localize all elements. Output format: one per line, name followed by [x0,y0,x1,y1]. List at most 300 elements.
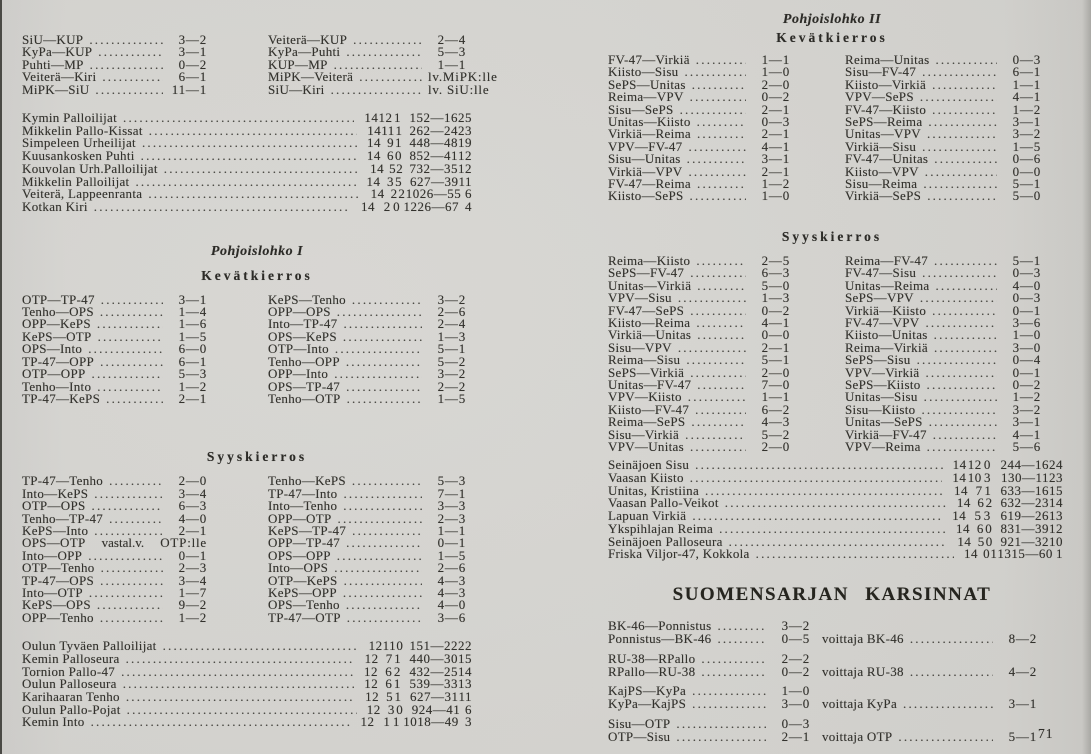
goal-difference: 21—32 [1007,533,1049,549]
draws: 1 [393,110,401,126]
match-score: 7—1 [437,485,466,501]
match-score: 3—2 [1012,126,1041,142]
points: 14 [458,663,472,679]
team-pair: Sisu—Kiisto [845,401,916,417]
points: 24 [1048,457,1063,473]
team-pair: Veiterä—KUP [268,32,348,47]
winner-label: voittaja OTP [822,728,893,744]
qualifier-winner [822,730,1037,743]
dot-leader [121,666,354,679]
dot-leader [696,255,746,267]
match-score: 4—1 [1012,89,1041,105]
dot-leader [717,619,766,632]
team-pair: Kiisto—Virkiä [845,76,927,92]
match-score: 0—5 [781,631,810,646]
dot-leader [910,632,993,645]
team-pair: TP-47—Tenho [22,473,104,489]
draws: 1 [984,482,992,498]
results-column-left [22,475,207,624]
team-pair: Kiisto—FV-47 [608,401,690,417]
games-played: 14 [956,520,971,536]
team-pair: KePS—OPS [22,597,91,613]
goal-difference: 39—33 [416,676,458,692]
match-score: 5—0 [761,277,790,293]
match-score: 1—3 [437,328,466,344]
dot-leader [932,305,997,317]
goal-difference: 44—16 [1007,457,1049,473]
dot-leader [688,391,746,403]
match-score: 6—2 [761,401,790,417]
dot-leader [344,575,422,587]
dot-leader [922,66,997,78]
dot-leader [89,587,163,599]
losses: 5 [409,676,417,692]
dot-leader: vastal.v. [101,537,145,550]
match-score: 4—1 [1012,426,1041,442]
dot-leader [690,472,942,485]
match-score: 0—3 [1012,265,1041,281]
section-title-pohjoislohko-1: Pohjoislohko I [210,243,304,259]
match-score: 6—1 [1012,64,1041,80]
points: 10 [1049,533,1063,549]
match-score: 2—4 [437,316,466,332]
dot-leader [123,112,354,125]
losses: 10 [405,186,420,202]
team-name: Simpeleen Urheilijat [22,135,136,151]
match-score: 1—3 [761,290,790,306]
team-pair: OPS—TP-47 [268,378,341,394]
match-score: 0—1 [178,547,207,563]
losses: 2 [409,122,417,138]
dot-leader [697,178,746,190]
games-played: 14 [957,533,972,549]
losses: 10 [403,714,418,730]
dot-leader [100,356,163,368]
team-name: Tornion Pallo-47 [22,663,116,679]
draws: 5 [395,173,403,189]
standings-table-pohjoislohko-1 [22,640,472,729]
team-name: Unitas, Kristiina [608,482,700,498]
dot-leader [910,665,993,678]
match-score: 3—6 [437,609,466,625]
wins: 7 [975,482,983,498]
team-pair: FV-47—Unitas [845,151,929,167]
qualifier-group [608,684,1056,710]
games-played: 14 [366,135,381,151]
match-score: 5—2 [437,353,466,369]
games-played: 14 [361,198,376,214]
team-pair: VPV—Unitas [608,438,684,454]
results-block-kevatkierros-1 [22,291,492,406]
wins: 3 [387,701,395,717]
qualifiers-block [608,619,1056,743]
points: 25 [458,110,472,126]
match-score: 6—1 [178,353,207,369]
team-pair: Veiterä—Kiri [22,69,97,85]
goal-difference: 33—16 [1007,482,1049,498]
match-score: 3—1 [178,291,207,307]
match-score: 2—1 [761,126,790,142]
dot-leader [696,317,746,329]
team-pair: Reima—VPV [608,89,684,105]
match-score: 5—6 [1012,438,1041,454]
match-score: 0—0 [1012,163,1041,179]
match-row [608,665,810,678]
team-pair: KajPS—KyPa [608,683,687,698]
dot-leader [935,280,997,292]
team-pair: Kiisto—SePS [608,188,684,204]
points: 4 [465,198,473,214]
team-pair: SiU—KUP [22,32,84,47]
dot-leader [925,367,997,379]
dot-leader [338,513,422,525]
dot-leader [343,331,422,343]
games-played: 14 [370,160,385,176]
dot-leader [934,329,997,341]
team-pair: Unitas—Reima [845,277,930,293]
dot-leader [141,150,357,163]
match-score: 1—5 [1012,138,1041,154]
wins: 6 [977,495,985,511]
match-score: 1—4 [178,304,207,320]
losses: 1 [409,638,417,654]
match-score: 3—4 [178,572,207,588]
dot-leader [927,128,997,140]
points: 22 [458,638,472,654]
team-pair: RPallo—RU-38 [608,663,696,679]
dot-leader [690,441,746,453]
dot-leader [100,612,163,624]
match-score: 0—6 [1012,151,1041,167]
page-left-edge-shadow [0,0,2,754]
qualifier-group [608,717,1056,743]
match-score: 2—2 [437,378,466,394]
draws: 1 [394,650,402,666]
dot-leader [149,125,358,138]
match-score: 2—1 [761,101,790,117]
match-score: 3—4 [178,485,207,501]
match-row [22,390,207,406]
points: 23 [458,122,472,138]
dot-leader [101,294,163,306]
team-pair: Puhti—MP [22,56,84,72]
dot-leader [678,292,746,304]
page-right [608,12,1063,749]
wins: 6 [387,148,395,164]
team-pair: SePS—Unitas [608,76,686,92]
dot-leader [697,116,746,128]
qualifier-group [608,619,1056,645]
match-score: 5—0 [1012,188,1041,204]
match-score: 3—2 [437,366,466,382]
draws: 0 [396,701,404,717]
games-played: 12 [364,650,379,666]
team-pair: SiU—Kiri [268,81,325,97]
team-pair: OPP—OPS [268,304,331,320]
team-pair: OPS—OPP [268,547,331,563]
losses: 6 [1000,508,1008,524]
games-played: 14 [366,148,381,164]
points: 13 [458,676,472,692]
qualifier-matches [608,684,810,710]
points: 12 [458,148,473,164]
match-score: 1—2 [178,378,207,394]
team-pair: TP-47—OPP [22,353,95,369]
results-column-left [22,291,207,406]
dot-leader [678,342,746,354]
match-score: 1—5 [178,328,207,344]
wins: 5 [977,533,985,549]
team-pair: MiPK—Veiterä [268,69,354,85]
losses: 6 [1000,495,1008,511]
match-score: 11—1 [171,81,207,97]
results-column-left [22,34,207,96]
games-played: 14 [956,495,971,511]
match-score: 6—3 [761,265,790,281]
losses: 2 [1000,457,1008,473]
team-pair: Virkiä—Kiisto [845,302,927,318]
team-name: Seinäjoen Sisu [608,457,690,473]
match-score: 1—5 [437,547,466,563]
team-pair: KePS—TP-47 [268,522,347,538]
dot-leader [352,475,422,487]
dot-leader [692,79,746,91]
team-name: Kotkan Kiri [22,198,88,214]
dot-leader [98,46,163,58]
team-pair: FV-47—SePS [608,302,685,318]
team-pair: OTP—Sisu [608,728,671,744]
dot-leader [922,267,997,279]
team-pair: Unitas—Sisu [845,389,918,405]
dot-leader [692,510,942,523]
match-row [608,190,790,202]
dot-leader [676,717,766,730]
losses: 6 [409,173,417,189]
goal-difference: 18—49 [417,714,459,730]
draws: 0 [985,533,993,549]
goal-difference: 32—35 [416,160,458,176]
dot-leader [123,678,355,691]
draws: 3 [983,508,991,524]
team-name: Vaasan Pallo-Veikot [608,495,719,511]
team-name: Karihaaran Tenho [22,689,120,704]
match-score: 3—1 [1012,114,1041,130]
team-pair: SePS—Reima [845,114,923,130]
results-column-right [845,54,1041,203]
qualifier-winner [822,697,1037,710]
qualifier-winner [822,632,1037,645]
team-pair: TP-47—KePS [22,390,101,406]
wins: 0 [983,546,991,562]
team-pair: FV-47—Reima [608,176,691,192]
wins: 1 [383,714,391,730]
team-pair: VPV—FV-47 [608,138,683,154]
match-score: 6—0 [178,341,207,357]
losses: 6 [409,689,417,704]
match-score: 0—1 [437,535,466,551]
wins: 11 [382,638,397,654]
team-pair: Sisu—SePS [608,101,674,117]
match-score: 1—0 [761,64,790,80]
team-pair: TP-47—Into [268,485,338,501]
team-pair: Virkiä—SePS [845,188,922,204]
team-pair: Kiisto—Unitas [845,327,928,343]
match-row [22,81,207,97]
team-name: Mikkelin Palloilijat [22,173,130,189]
dot-leader [101,562,163,574]
wins: 3 [386,173,394,189]
dot-leader [927,190,997,202]
dot-leader [690,305,746,317]
team-pair: Virkiä—VPV [608,163,683,179]
points: 6 [465,701,472,717]
dot-leader [927,379,997,391]
results-block-syyskierros-1 [22,475,492,624]
standings-table-pohjoislohko-2 [608,459,1063,561]
match-score: 3—2 [437,291,466,307]
aggregate-score: 3—1 [1008,696,1037,711]
team-pair: KePS—OTP [22,328,92,344]
qualifier-matches [608,717,810,743]
qualifier-matches [608,652,810,678]
wins: 5 [389,160,397,176]
team-pair: KyPa—Puhti [268,44,341,60]
points: 23 [1048,470,1063,486]
wins: 12 [378,110,393,126]
standings-row [608,548,1063,561]
qualifier-matches [608,619,810,645]
games-played: 14 [952,508,967,524]
match-score: 1—0 [1012,327,1041,343]
aggregate-score: 4—2 [1008,663,1037,679]
losses: 1 [1000,470,1008,486]
dot-leader [352,525,422,537]
dot-leader [920,292,997,304]
team-pair: Sisu—Unitas [608,151,681,167]
team-pair: Reima—Kiisto [608,252,691,268]
team-pair: FV-47—Virkiä [608,52,690,67]
team-pair: VPV—Virkiä [845,364,920,380]
match-score: 3—2 [1012,401,1041,417]
team-pair: OPP—KePS [22,316,91,332]
draws: 0 [396,638,404,654]
team-pair: Kiisto—Reima [608,314,691,330]
dot-leader [695,459,942,472]
dot-leader [934,342,997,354]
dot-leader [335,343,422,355]
goal-difference: 62—24 [416,122,458,138]
team-pair: Into—OTP [22,584,83,600]
team-pair: Reima—Virkiä [845,339,928,355]
team-pair: Sisu—Reima [845,176,918,192]
match-score: 3—6 [1012,314,1041,330]
dot-leader [90,59,163,71]
dot-leader [92,368,163,380]
losses: 4 [409,663,417,679]
dot-leader [701,665,766,678]
winner-label: voittaja BK-46 [822,631,904,646]
team-pair: OTP—TP-47 [22,291,95,307]
dot-leader [697,280,746,292]
match-score: 2—1 [761,339,790,355]
team-pair: KUP—MP [268,56,328,72]
team-pair: Sisu—FV-47 [845,64,917,80]
match-score: 0—3 [761,114,790,130]
team-name: Vaasan Kiisto [608,470,684,486]
team-pair: Virkiä—Unitas [608,327,692,343]
dot-leader [696,54,746,66]
winner-label: voittaja RU-38 [822,663,904,679]
match-score: 0—3 [1012,52,1041,67]
games-played: 14 [952,457,967,473]
dot-leader [337,306,422,318]
games-played: 12 [364,676,379,692]
team-pair: Unitas—Kiisto [608,114,691,130]
match-score: 1—5 [437,390,466,406]
dot-leader [924,391,997,403]
games-played: 12 [366,701,381,717]
team-pair: OPS—KePS [268,328,337,344]
qualifier-group [608,652,1056,678]
draws: 1 [395,122,403,138]
team-pair: Sisu—VPV [608,339,672,355]
team-pair: OPP—OTP [268,510,332,526]
dot-leader [925,317,997,329]
losses: 4 [409,135,417,151]
dot-leader [94,201,351,214]
draws: 1 [392,714,400,730]
match-score: 5—1 [761,352,790,368]
winner-row [822,697,1037,710]
team-name: Veiterä, Lappeenranta [22,186,143,202]
games-played: 14 [364,110,379,126]
dot-leader [126,653,355,666]
match-score: 3—2 [781,618,810,633]
losses: 9 [1000,533,1008,549]
dot-leader [89,34,163,46]
dot-leader [932,104,997,116]
points: 11 [458,689,472,704]
dot-leader [98,331,163,343]
wins: 9 [387,135,395,151]
match-score: 5—1 [1012,252,1041,268]
dot-leader [343,488,422,500]
dot-leader [94,525,163,537]
team-pair: FV-47—VPV [845,314,920,330]
team-pair: VPV—Kiisto [608,389,682,405]
match-score: 4—3 [437,584,466,600]
team-pair: OTP—OPP [22,366,86,382]
qualifier-winner [822,665,1037,678]
round-title-syyskierros-2: Syyskierros [781,228,883,244]
team-pair: SePS—VPV [845,290,914,306]
results-column-right [268,291,466,406]
dot-leader [88,550,163,562]
match-score: 2—1 [781,728,810,744]
team-pair: BK-46—Ponnistus [608,618,712,633]
match-score: 9—2 [178,597,207,613]
wins: 5 [386,689,394,704]
points: 12 [1049,520,1063,536]
team-pair: Tenho—OTP [268,390,341,406]
dot-leader [920,91,997,103]
dot-leader [725,497,947,510]
dot-leader [100,575,163,587]
dot-leader [688,141,746,153]
page-right-edge-shadow [1082,0,1091,754]
match-score: 4—0 [178,510,207,526]
team-pair: Tenho—KePS [268,473,346,489]
